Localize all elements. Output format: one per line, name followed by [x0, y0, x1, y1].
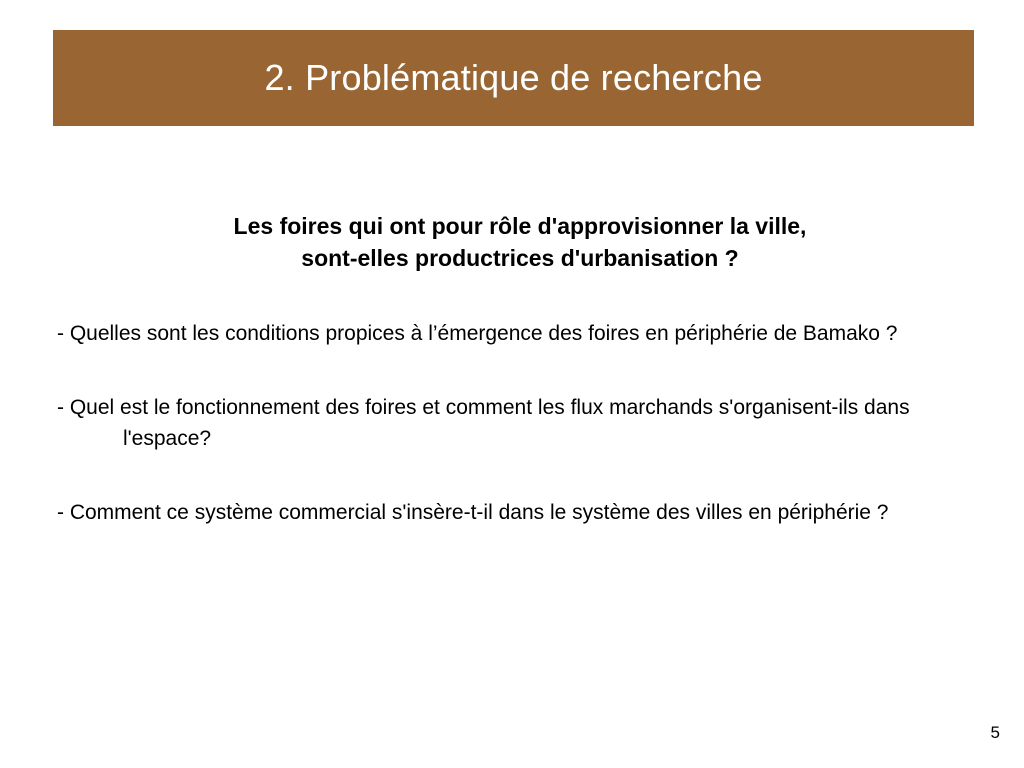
page-number: 5 — [990, 723, 1000, 742]
research-question-line: sont-elles productrices d'urbanisation ? — [301, 245, 739, 271]
research-question-line: Les foires qui ont pour rôle d'approvisionner la ville, — [233, 213, 807, 239]
slide-title: 2. Problématique de recherche — [264, 57, 763, 98]
bullet-item: - Comment ce système commercial s'insère-t-il dans le système des villes en périphérie ? — [57, 501, 889, 524]
title-bar — [53, 30, 974, 126]
research-question — [0, 210, 1024, 274]
bullet-item: - Quelles sont les conditions propices à l’émergence des foires en périphérie de Bamako ? — [57, 322, 898, 345]
bullet-item: - Quel est le fonctionnement des foires et comment les flux marchands s'organisent-ils dans l'espace? — [57, 396, 910, 450]
bullet-list — [57, 318, 977, 571]
